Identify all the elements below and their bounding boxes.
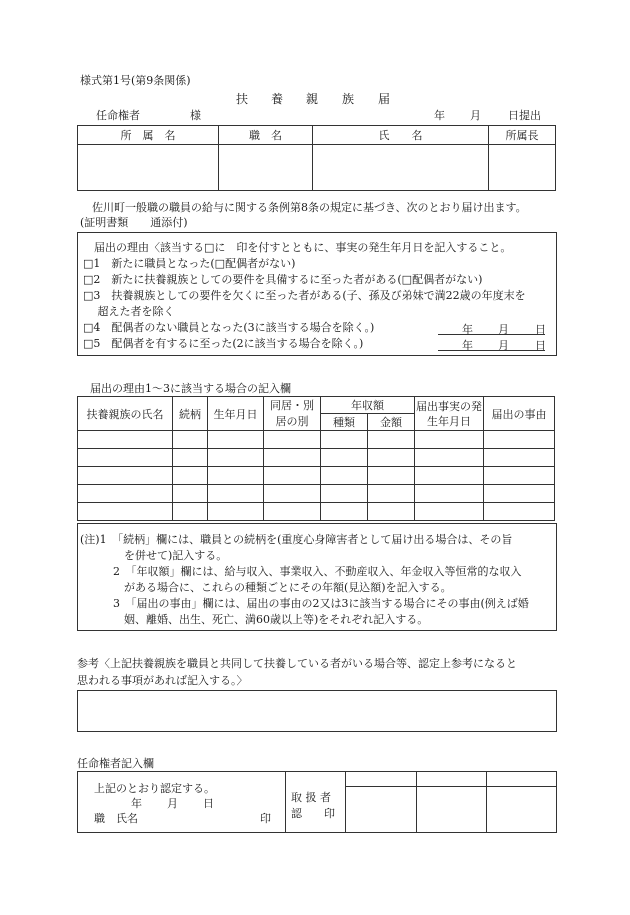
official-name-label: 職 氏名 [94, 812, 138, 825]
date-underline [438, 350, 545, 351]
col-income-type: 種類 [321, 414, 368, 431]
title-char: 養 [271, 92, 284, 106]
note-2-cont: がある場合に、これらの種類ごとにその年額(見込額)を記入する。 [80, 581, 452, 594]
approval-seal-label: 認 印 [291, 807, 335, 820]
note-1: (注)1 「続柄」欄には、職員との続柄を(重度心身障害者として届け出る場合は、その旨 [80, 533, 513, 546]
cell[interactable] [321, 449, 368, 467]
reference-input-box[interactable] [77, 690, 557, 732]
cell[interactable] [368, 449, 415, 467]
cell[interactable] [415, 485, 484, 503]
title-char: 届 [378, 92, 391, 106]
seal-label: 印 [260, 812, 271, 825]
cell[interactable] [415, 431, 484, 449]
col-birth: 生年月日 [208, 397, 264, 431]
divider [345, 786, 557, 787]
supervisor-cell[interactable] [489, 145, 556, 191]
header-position: 職 名 [219, 126, 313, 145]
appointer-label: 任命権者 [96, 109, 140, 122]
reasons-intro: 届出の理由〈該当する□に 印を付すとともに、事実の発生年月日を記入すること。 [94, 241, 512, 254]
approve-year: 年 [131, 797, 142, 810]
divider [345, 771, 346, 833]
title-char: 扶 [236, 92, 249, 106]
affiliation-cell[interactable] [78, 145, 219, 191]
cell[interactable] [173, 467, 208, 485]
table-row [78, 431, 555, 449]
col-relation: 続柄 [173, 397, 208, 431]
date-day: 日 [535, 323, 546, 336]
col-income: 年収額 [321, 397, 415, 414]
cell[interactable] [321, 485, 368, 503]
note-3: 3 「届出の事由」欄には、届出の事由の2又は3に該当する場合にその事由(例えば婚 [80, 597, 529, 610]
cell[interactable] [484, 485, 555, 503]
table-row [78, 449, 555, 467]
position-cell[interactable] [219, 145, 313, 191]
approve-text: 上記のとおり認定する。 [94, 782, 215, 795]
cell[interactable] [78, 503, 173, 521]
dependents-table [77, 396, 555, 521]
reason-item-5[interactable]: □5 配偶者を有するに至った(2に該当する場合を除く。) [83, 337, 364, 350]
cell[interactable] [264, 431, 321, 449]
approve-month: 月 [167, 797, 178, 810]
cell[interactable] [484, 467, 555, 485]
year-label: 年 [434, 109, 445, 122]
cell[interactable] [78, 467, 173, 485]
col-occur-date-text: 届出事実の発生年月日 [416, 399, 482, 428]
cell[interactable] [321, 431, 368, 449]
cell[interactable] [484, 503, 555, 521]
cell[interactable] [368, 485, 415, 503]
appointer-section-title: 任命権者記入欄 [77, 757, 154, 770]
title-char: 親 [306, 92, 319, 106]
cell[interactable] [173, 449, 208, 467]
reason-item-3[interactable]: □3 扶養親族としての要件を欠くに至った者がある(子、孫及び弟妹で満22歳の年度末を [83, 289, 526, 302]
col-income-amount: 金額 [368, 414, 415, 431]
header-affiliation: 所 属 名 [78, 126, 219, 145]
divider [285, 771, 286, 833]
reference-line-2: 思われる事項があれば記入する。〉 [77, 674, 248, 687]
header-name: 氏 名 [313, 126, 489, 145]
cell[interactable] [415, 467, 484, 485]
cell[interactable] [321, 467, 368, 485]
col-reason: 届出の事由 [484, 397, 555, 431]
attachment-note: (証明書類 通添付) [80, 216, 188, 229]
cell[interactable] [415, 503, 484, 521]
cell[interactable] [264, 467, 321, 485]
cell[interactable] [264, 485, 321, 503]
handler-label: 取 扱 者 [291, 791, 331, 804]
sama-label: 様 [190, 109, 201, 122]
cell[interactable] [208, 467, 264, 485]
cell[interactable] [484, 431, 555, 449]
col-occur-date [415, 397, 484, 431]
cell[interactable] [368, 503, 415, 521]
cell[interactable] [368, 467, 415, 485]
note-1-cont: を併せて)記入する。 [80, 549, 228, 562]
header-supervisor: 所属長 [489, 126, 556, 145]
reason-item-2[interactable]: □2 新たに扶養親族としての要件を具備するに至った者がある(□配偶者がない) [83, 273, 483, 286]
date-year: 年 [462, 339, 473, 352]
submit-date-label: 日提出 [508, 109, 541, 122]
reason-item-4[interactable]: □4 配偶者のない職員となった(3に該当する場合を除く。) [83, 321, 375, 334]
cell[interactable] [78, 485, 173, 503]
date-underline [438, 334, 545, 335]
date-year: 年 [462, 323, 473, 336]
title-char: 族 [342, 92, 355, 106]
handler-cell[interactable] [349, 790, 413, 830]
cell[interactable] [484, 449, 555, 467]
col-cohabit [264, 397, 321, 431]
approve-day: 日 [203, 797, 214, 810]
month-label: 月 [470, 109, 481, 122]
handler-cell[interactable] [490, 790, 554, 830]
table-row [78, 485, 555, 503]
cell[interactable] [264, 503, 321, 521]
cell[interactable] [173, 431, 208, 449]
form-number: 様式第1号(第9条関係) [80, 74, 191, 87]
table-row [78, 503, 555, 521]
handler-cell[interactable] [420, 790, 484, 830]
reason-item-1[interactable]: □1 新たに職員となった(□配偶者がない) [83, 257, 296, 270]
reference-line-1: 参考〈上記扶養親族を職員と共同して扶養している者がいる場合等、認定上参考になると [77, 657, 517, 670]
cell[interactable] [264, 449, 321, 467]
divider [416, 771, 417, 833]
reason-item-3-cont: 超えた者を除く [83, 305, 175, 318]
cell[interactable] [208, 449, 264, 467]
note-2: 2 「年収額」欄には、給与収入、事業収入、不動産収入、年金収入等恒常的な収入 [80, 565, 522, 578]
cell[interactable] [208, 485, 264, 503]
affiliation-table [77, 125, 556, 191]
date-month: 月 [498, 323, 509, 336]
cell[interactable] [208, 503, 264, 521]
date-day: 日 [535, 339, 546, 352]
col-name: 扶養親族の氏名 [78, 397, 173, 431]
cell[interactable] [415, 449, 484, 467]
cell[interactable] [368, 431, 415, 449]
cell[interactable] [78, 431, 173, 449]
cell[interactable] [208, 431, 264, 449]
col-cohabit-text: 同居・別居の別 [270, 398, 314, 428]
section-title-dependents: 届出の理由1〜3に該当する場合の記入欄 [90, 382, 291, 395]
cell[interactable] [321, 503, 368, 521]
cell[interactable] [173, 503, 208, 521]
name-cell[interactable] [313, 145, 489, 191]
date-month: 月 [498, 339, 509, 352]
statement: 佐川町一般職の職員の給与に関する条例第8条の規定に基づき、次のとおり届け出ます。 [92, 201, 527, 214]
note-3-cont: 姻、離婚、出生、死亡、満60歳以上等)をそれぞれ記入する。 [80, 613, 429, 626]
cell[interactable] [173, 485, 208, 503]
table-row [78, 467, 555, 485]
cell[interactable] [78, 449, 173, 467]
divider [486, 771, 487, 833]
